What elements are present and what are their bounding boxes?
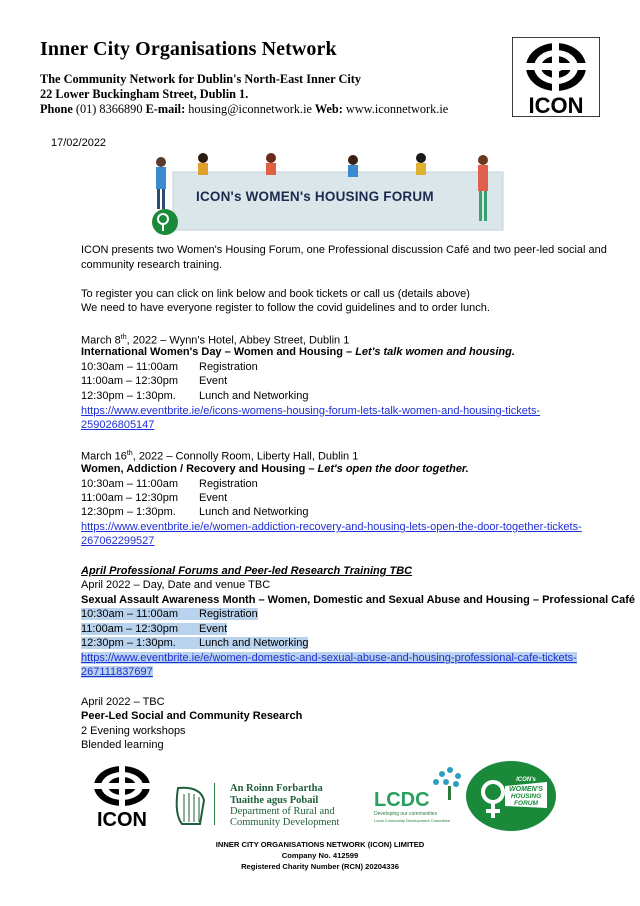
event-1-schedule-row: 12:30pm – 1:30pm. Lunch and Networking	[81, 390, 309, 402]
research-line-1: 2 Evening workshops	[81, 725, 186, 737]
april-link[interactable]: https://www.eventbrite.ie/e/women-domestic-and-sexual-abuse-and-housing-professional-cafe-tickets-	[81, 652, 577, 664]
phone-number: (01) 8366890	[75, 102, 143, 116]
web-address[interactable]: www.iconnetwork.ie	[345, 102, 449, 116]
org-name: Inner City Organisations Network	[40, 38, 337, 60]
lcdc-logo	[372, 764, 467, 826]
dept-line-4: Community Development	[230, 817, 340, 828]
footer-charity: Registered Charity Number (RCN) 20204336	[241, 862, 399, 871]
svg-text:Local Community Development Co: Local Community Development Committee	[374, 818, 451, 823]
event-2-link[interactable]: https://www.eventbrite.ie/e/women-addiction-recovery-and-housing-lets-open-the-door-together-tickets-	[81, 521, 582, 533]
event-1-link[interactable]: https://www.eventbrite.ie/e/icons-womens-housing-forum-lets-talk-women-and-housing-tickets-	[81, 405, 541, 417]
svg-text:Developing our communities: Developing our communities	[374, 811, 438, 817]
phone-label: Phone	[40, 102, 73, 116]
register-line-1: To register you can click on link below and book tickets or call us (details above)	[81, 288, 470, 300]
event-2-title: Women, Addiction / Recovery and Housing – Let's open the door together.	[81, 463, 469, 475]
harp-icon	[170, 784, 210, 828]
april-date: April 2022 – Day, Date and venue TBC	[81, 579, 271, 591]
web-label: Web:	[314, 102, 343, 116]
svg-text:HOUSING: HOUSING	[510, 793, 542, 800]
document-date: 17/02/2022	[51, 137, 107, 149]
svg-text:ICON: ICON	[97, 809, 147, 828]
svg-text:LCDC: LCDC	[374, 789, 430, 811]
april-link-cont[interactable]: 267111837697	[81, 666, 153, 678]
banner-title: ICON's WOMEN's HOUSING FORUM	[196, 189, 434, 204]
womens-housing-forum-logo	[465, 760, 557, 832]
event-2-schedule-row: 11:00am – 12:30pm Event	[81, 492, 228, 504]
contact-line	[40, 102, 448, 117]
april-schedule-row: 12:30pm – 1:30pm. Lunch and Networking	[81, 637, 309, 649]
april-heading: April Professional Forums and Peer-led Research Training TBC	[81, 565, 413, 577]
event-1-schedule-row: 11:00am – 12:30pm Event	[81, 375, 228, 387]
event-1-title: International Women's Day – Women and Housing – Let's talk women and housing.	[81, 346, 515, 358]
svg-text:ICON's: ICON's	[516, 777, 536, 783]
intro-line-2: community research training.	[81, 259, 223, 271]
footer-company-no: Company No. 412599	[281, 851, 359, 860]
icon-logo	[512, 37, 600, 117]
april-schedule-row: 11:00am – 12:30pm Event	[81, 623, 228, 635]
dept-divider	[214, 783, 215, 825]
dept-line-1: An Roinn Forbartha	[230, 783, 323, 794]
april-schedule-row: 10:30am – 11:00am Registration	[81, 608, 258, 620]
research-title: Peer-Led Social and Community Research	[81, 710, 303, 722]
email-label: E-mail:	[145, 102, 186, 116]
icon-logo-footer	[80, 764, 164, 828]
event-1-schedule-row: 10:30am – 11:00am Registration	[81, 361, 258, 373]
dept-line-3: Department of Rural and	[230, 806, 335, 817]
address: 22 Lower Buckingham Street, Dublin 1.	[40, 87, 249, 101]
research-line-2: Blended learning	[81, 739, 164, 751]
icon-logo-text: ICON	[528, 93, 584, 117]
april-title: Sexual Assault Awareness Month – Women, Domestic and Sexual Abuse and Housing – Professional Café	[81, 594, 636, 606]
research-date: April 2022 – TBC	[81, 696, 165, 708]
event-2-schedule-row: 12:30pm – 1:30pm. Lunch and Networking	[81, 506, 309, 518]
event-2-date: March 16th, 2022 – Connolly Room, Liberty Hall, Dublin 1	[81, 450, 359, 463]
event-2-link-cont[interactable]: 267062299527	[81, 535, 155, 547]
email-address[interactable]: housing@iconnetwork.ie	[188, 102, 312, 116]
register-line-2: We need to have everyone register to follow the covid guidelines and to order lunch.	[81, 302, 490, 314]
footer-company: INNER CITY ORGANISATIONS NETWORK (ICON) LIMITED	[215, 840, 425, 849]
intro-line-1: ICON presents two Women's Housing Forum, one Professional discussion Café and two peer-led social and	[81, 244, 607, 256]
event-2-schedule-row: 10:30am – 11:00am Registration	[81, 478, 258, 490]
event-1-date: March 8th, 2022 – Wynn's Hotel, Abbey Street, Dublin 1	[81, 334, 350, 347]
event-1-link-cont[interactable]: 259026805147	[81, 419, 155, 431]
tagline: The Community Network for Dublin's North-East Inner City	[40, 72, 361, 86]
svg-text:FORUM: FORUM	[514, 800, 538, 807]
dept-line-2: Tuaithe agus Pobail	[230, 795, 319, 806]
svg-text:WOMEN'S: WOMEN'S	[509, 786, 543, 793]
